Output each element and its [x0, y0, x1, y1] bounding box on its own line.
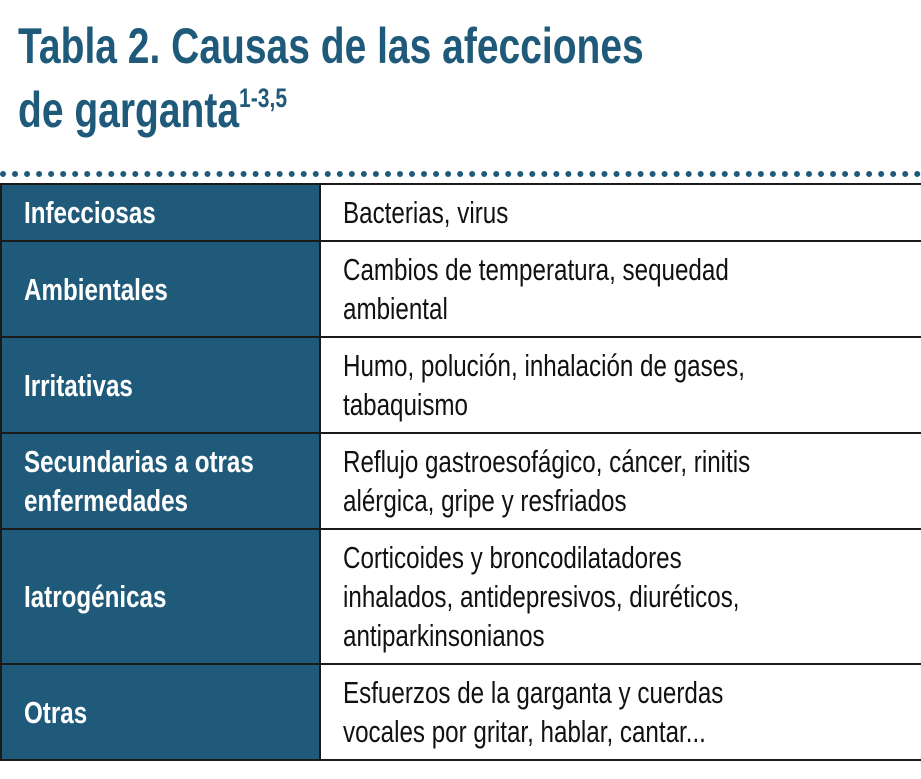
title-line-1: Tabla 2. Causas de las afecciones: [18, 18, 644, 74]
category-label-line: Irritativas: [24, 367, 133, 403]
causes-line: ambiental: [343, 291, 448, 326]
causes-line: vocales por gritar, hablar, cantar...: [343, 714, 706, 749]
causes-text: [343, 442, 750, 520]
category-label-line: Otras: [24, 694, 88, 730]
causes-cell: [320, 529, 921, 664]
causes-line: Reflujo gastroesofágico, cáncer, rinitis: [343, 444, 751, 479]
category-cell: [1, 529, 320, 664]
category-label-line: Secundarias a otras: [24, 444, 254, 479]
table-row: [1, 184, 921, 241]
causes-line: Corticoides y broncodilatadores: [343, 540, 682, 575]
table-row: [1, 241, 921, 337]
causes-text: [343, 538, 740, 655]
causes-line: Cambios de temperatura, sequedad: [343, 252, 729, 287]
causes-text: [343, 346, 745, 424]
category-label: [24, 693, 87, 732]
table-row: [1, 337, 921, 433]
category-label: [24, 270, 168, 309]
category-label-line: enfermedades: [24, 483, 188, 518]
category-label: [24, 442, 254, 520]
causes-cell: [320, 664, 921, 760]
causes-cell: [320, 241, 921, 337]
title-line-2: [18, 78, 644, 142]
causes-line: Bacterias, virus: [343, 195, 509, 230]
category-cell: [1, 241, 320, 337]
causes-cell: [320, 433, 921, 529]
table-row: [1, 433, 921, 529]
title-reference-superscript: 1-3,5: [239, 83, 288, 113]
category-label: [24, 193, 156, 232]
table-row: [1, 664, 921, 760]
category-label: [24, 366, 133, 405]
category-cell: [1, 433, 320, 529]
category-label: [24, 577, 166, 616]
category-label-line: Iatrogénicas: [24, 579, 167, 614]
category-cell: [1, 184, 320, 241]
causes-line: antiparkinsonianos: [343, 618, 545, 653]
category-label-line: Infecciosas: [24, 195, 156, 230]
causes-line: inhalados, antidepresivos, diuréticos,: [343, 579, 740, 614]
causes-line: tabaquismo: [343, 387, 469, 422]
category-cell: [1, 337, 320, 433]
causes-text: [343, 250, 729, 328]
title-line-2-text: de garganta: [18, 82, 240, 138]
dotted-divider: [0, 171, 921, 177]
table-row: [1, 529, 921, 664]
causes-line: Humo, polución, inhalación de gases,: [343, 348, 745, 383]
causes-table: [0, 183, 921, 761]
category-label-line: Ambientales: [24, 271, 168, 307]
table-title: [18, 14, 644, 142]
causes-line: alérgica, gripe y resfriados: [343, 483, 627, 518]
causes-text: [343, 673, 723, 751]
causes-text: [343, 193, 508, 232]
category-cell: [1, 664, 320, 760]
causes-cell: [320, 184, 921, 241]
causes-line: Esfuerzos de la garganta y cuerdas: [343, 675, 724, 710]
causes-cell: [320, 337, 921, 433]
